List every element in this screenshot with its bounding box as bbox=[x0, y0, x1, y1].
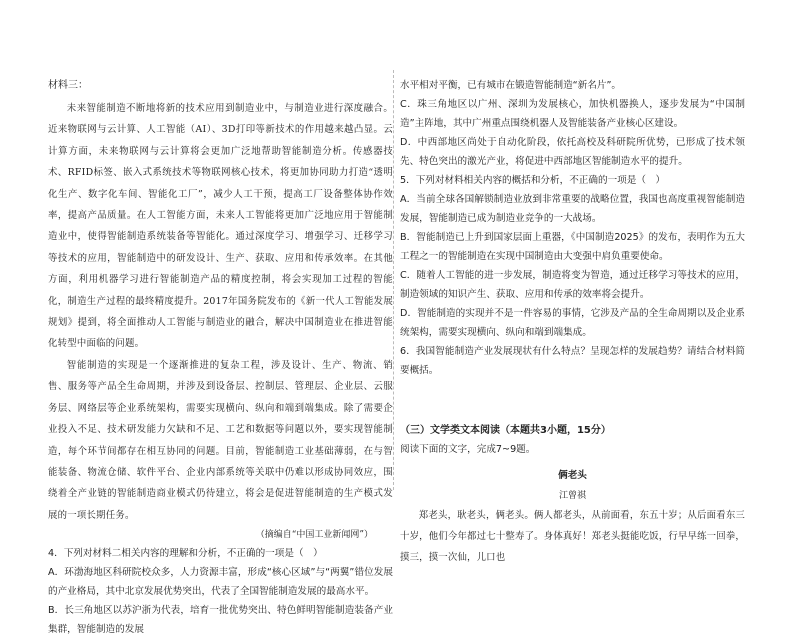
material-title: 材料三： bbox=[48, 80, 88, 91]
question-5-stem: 5．下列对材料相关内容的概括和分析，不正确的一项是（ ） bbox=[400, 175, 666, 186]
material-source: （摘编自“中国工业新闻网”） bbox=[255, 530, 373, 541]
question-5-option-b: B．智能制造已上升到国家层面上重器，《中国制造2025》的发布，表明作为五大工程之一的智能制造在实现中国制造由大变强中肩负重要使命。 bbox=[400, 232, 745, 262]
question-5-option-a: A．当前全球各国解锁制造业放到非常重要的战略位置，我国也高度重视智能制造发展，智能制造已成为制造业竞争的一大战场。 bbox=[400, 194, 745, 224]
material-paragraph-2: 智能制造的实现是一个逐渐推进的复杂工程，涉及设计、生产、物流、销售、服务等产品全生命周期，并涉及到设备层、控制层、管理层、企业层、云服务层、网络层等企业系统架构，需要实现横向、纵向和端到端集成。除了需要企业投入不足、技术研发能力欠缺和不足、工艺和数据等问题以外，要实现智能制造，每个环节间都存在相互协同的问题。目前，智能制造工业基础薄弱，在与智能装备、物流仓储、软件平台、企业内部系统等关联中仍难以形成协同效应，围绕着全产业链的智能制造商业模式仍待建立，将会是促进智能制造的生产模式发展的一项长期任务。 bbox=[48, 359, 393, 521]
story-body: 郑老头，耿老头，俩老头。俩人都老头，从前面看，东五十岁；从后面看东三十岁，他们今年都过七十整寿了。身体真好！郑老头挺能吃饭，行早早练一回拳，摸三，摸一次仙，儿口也 bbox=[400, 510, 745, 563]
question-4-option-b: B．长三角地区以苏沪浙为代表，培育一批优势突出、特色鲜明智能制造装备产业集群，智能制造的发展 bbox=[48, 605, 393, 636]
story-title: 俩老头 bbox=[558, 470, 587, 481]
question-4-option-d: D．中西部地区尚处于自动化阶段，依托高校及科研院所优势，已形成了技术领先、特色突出的激光产业，将促进中西部地区智能制造水平的提升。 bbox=[400, 137, 745, 167]
question-4-option-b-continued: 水平相对平衡，已有城市在锻造智能制造“新名片”。 bbox=[400, 80, 622, 91]
section-instruction: 阅读下面的文字，完成7~9题。 bbox=[400, 444, 536, 455]
material-paragraph-1: 未来智能制造不断地将新的技术应用到制造业中，与制造业进行深度融合。近来物联网与云计算、人工智能（AI）、3D打印等新技术的作用越来越凸显。云计算方面，未来物联网与云计算将会更加广泛地帮助智能制造分析。传感器技术、RFID标签、嵌入式系统技术等物联网核心技术，将更加协同助力打造“透明化生产、数字化车间、智能化工厂”，减少人工干预，提高工厂设备整体协作效率，提高产品质量。在人工智能方面，未来人工智能将更加广泛地应用于智能制造业中，使得智能制造系统装备等智能化。通过深度学习、增强学习、迁移学习等技术的应用，智能制造中的研发设计、生产、获取、应用和传承效率。在其他方面，利用机器学习进行智能制造产品的精度控制，将会实现加工过程的智能化，制造生产过程的最终精度提升。2017年国务院发布的《新一代人工智能发展规划》提到，将全面推动人工智能与制造业的融合，解决中国制造业在推进智能化转型中面临的问题。 bbox=[48, 103, 393, 350]
question-6-stem: 6．我国智能制造产业发展现状有什么特点？呈现怎样的发展趋势？请结合材料简要概括。 bbox=[400, 346, 745, 376]
question-4-stem: 4．下列对材料二相关内容的理解和分析，不正确的一项是（ ） bbox=[48, 548, 323, 560]
answer-space bbox=[400, 380, 745, 422]
question-5-option-d: D．智能制造的实现并不是一件容易的事情，它涉及产品的全生命周期以及企业系统架构，需要实现横向、纵向和端到端集成。 bbox=[400, 308, 745, 338]
column-divider bbox=[393, 70, 394, 490]
right-column bbox=[400, 76, 745, 568]
question-4-option-c: C．珠三角地区以广州、深圳为发展核心，加快机器换人，逐步发展为“中国制造”主阵地，其中广州重点围绕机器人及智能装备产业核心区建设。 bbox=[400, 99, 745, 129]
story-author: 江曾祺 bbox=[558, 491, 586, 501]
question-5-option-c: C．随着人工智能的进一步发展，制造将变为智造，通过迁移学习等技术的应用，制造领域的知识产生、获取、应用和传承的效率将会提升。 bbox=[400, 270, 745, 300]
question-4-option-a: A．环渤海地区科研院校众多，人力资源丰富，形成“核心区域”与“两翼”错位发展的产业格局，其中北京发展优势突出，代表了全国智能制造发展的最高水平。 bbox=[48, 567, 393, 598]
left-column bbox=[48, 76, 393, 639]
section-heading: （三）文学类文本阅读（本题共3小题，15分） bbox=[400, 425, 611, 436]
